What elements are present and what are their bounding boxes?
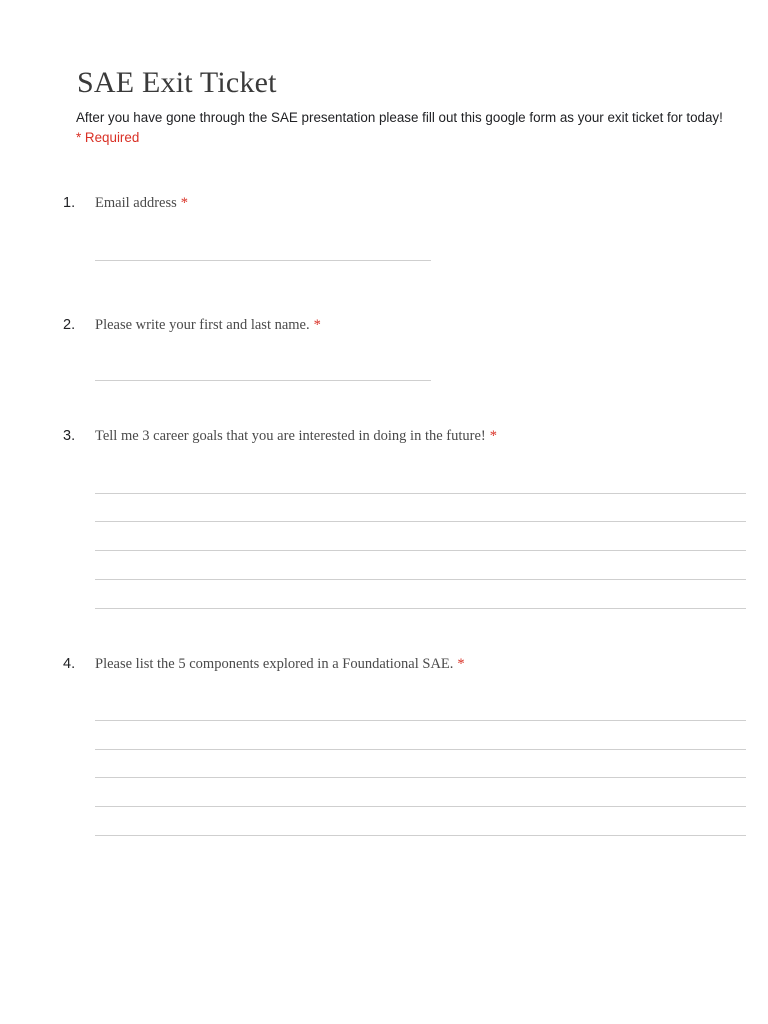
form-description: After you have gone through the SAE presentation please fill out this google form as your exit ticket for today!	[76, 110, 723, 125]
question-number: 4.	[63, 656, 76, 672]
required-asterisk: *	[313, 317, 321, 333]
career-goals-answer-line[interactable]	[95, 521, 746, 522]
sae-components-answer-line[interactable]	[95, 720, 746, 721]
question-text: Please write your first and last name. *	[95, 317, 321, 333]
required-asterisk: *	[489, 428, 497, 444]
career-goals-answer-line[interactable]	[95, 493, 746, 494]
question-number: 3.	[63, 428, 76, 444]
required-note: * Required	[76, 130, 140, 145]
question-text: Please list the 5 components explored in a Foundational SAE. *	[95, 656, 465, 672]
career-goals-answer-line[interactable]	[95, 550, 746, 551]
name-answer-line[interactable]	[95, 380, 431, 381]
required-asterisk: *	[180, 195, 188, 211]
question-number: 2.	[63, 317, 76, 333]
email-answer-line[interactable]	[95, 260, 431, 261]
sae-components-answer-line[interactable]	[95, 777, 746, 778]
question-number: 1.	[63, 195, 76, 211]
required-asterisk: *	[457, 656, 465, 672]
sae-components-answer-line[interactable]	[95, 749, 746, 750]
sae-components-answer-line[interactable]	[95, 806, 746, 807]
question-text: Tell me 3 career goals that you are interested in doing in the future! *	[95, 428, 497, 444]
career-goals-answer-line[interactable]	[95, 608, 746, 609]
question-text: Email address *	[95, 195, 188, 211]
form-title: SAE Exit Ticket	[77, 66, 277, 99]
career-goals-answer-line[interactable]	[95, 579, 746, 580]
sae-components-answer-line[interactable]	[95, 835, 746, 836]
